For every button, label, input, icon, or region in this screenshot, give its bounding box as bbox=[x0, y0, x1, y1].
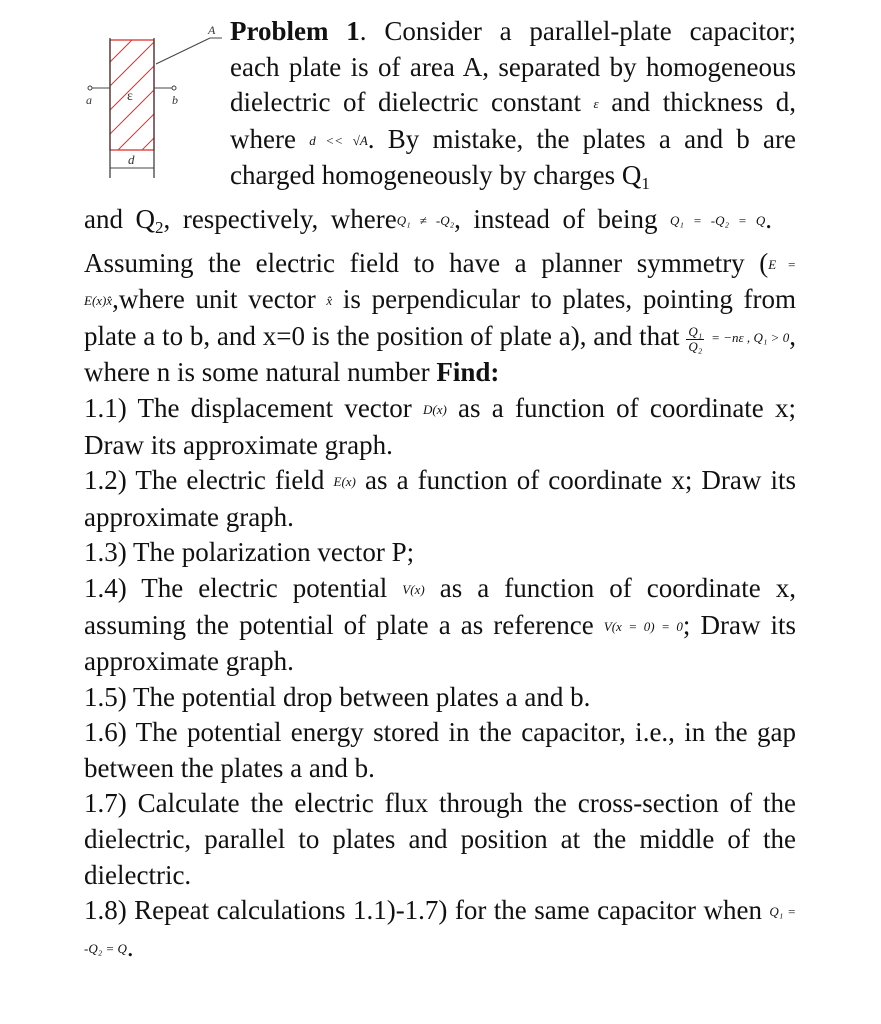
list-item: 1.5) The potential drop between plates a and b. bbox=[84, 681, 591, 712]
list-item: 1.2) The electric field E(x) as a function of coordinate x; Draw its approximate graph. bbox=[84, 465, 797, 532]
inequality-math: Q₁ ≠ -Q₂ bbox=[396, 212, 455, 228]
equality-math: Q₁ = -Q₂ = Q bbox=[670, 212, 766, 228]
unit-vector-math: x̂ bbox=[326, 293, 333, 309]
list-item: 1.4) The electric potential V(x) as a function of coordinate x, assuming the potential of plate a as reference V(x = 0) = 0; Draw its approximate graph. bbox=[84, 572, 797, 677]
label-thickness: d bbox=[128, 152, 135, 167]
condition-math: d << √A bbox=[309, 132, 368, 148]
label-epsilon: ε bbox=[127, 89, 133, 104]
list-item: 1.7) Calculate the electric flux through the cross-section of the dielectric, parallel to plates and position at the middle of the dielectric. bbox=[84, 788, 796, 890]
ratio-condition: = −nε , Q₁ > 0 bbox=[711, 329, 790, 345]
epsilon-symbol: ε bbox=[593, 96, 599, 112]
label-plate-b: b bbox=[172, 93, 178, 107]
find-label: Find: bbox=[436, 357, 500, 388]
problem-statement: Problem 1. Consider a parallel-plate capacitor; each plate is of area A, separated by homogeneous dielectric of dielectric constant ε and thickness d, where d << √A. By mistake, the plates a and b are charged homogeneously by charges $Q_1$ and $Q_2$, respectively, whereQ₁ ≠ -Q₂, instead of being Q₁ = -Q₂ = Q. Assuming the electric field to have a planner symmetry (E = E(x)x̂,where unit vector x̂ is perpendicular to plates, pointing from plate a to b, and x=0 is the position of plate a), and that $\frac{\text{Q₁}}{\text{Q₂}}$ = −nε , Q₁ > 0, where n is some natural number Find: bbox=[84, 16, 797, 388]
charge-ratio-fraction: $\frac{\text{Q₁}}{\text{Q₂}}$ bbox=[688, 323, 703, 354]
list-item: 1.6) The potential energy stored in the capacitor, i.e., in the gap between the plates a and b. bbox=[84, 717, 796, 783]
list-item: 1.8) Repeat calculations 1.1)-1.7) for the same capacitor when Q₁ = -Q₂ = Q. bbox=[84, 895, 797, 962]
label-area: A bbox=[208, 23, 216, 37]
list-item: 1.1) The displacement vector D(x) as a function of coordinate x; Draw its approximate graph. bbox=[84, 392, 797, 460]
problem-title: Problem 1 bbox=[230, 16, 360, 46]
field-math: E = E(x)x̂ bbox=[84, 256, 796, 309]
task-list bbox=[84, 391, 796, 967]
list-item: 1.3) The polarization vector P; bbox=[84, 537, 415, 568]
problem-text bbox=[84, 14, 796, 966]
label-plate-a: a bbox=[86, 93, 92, 107]
